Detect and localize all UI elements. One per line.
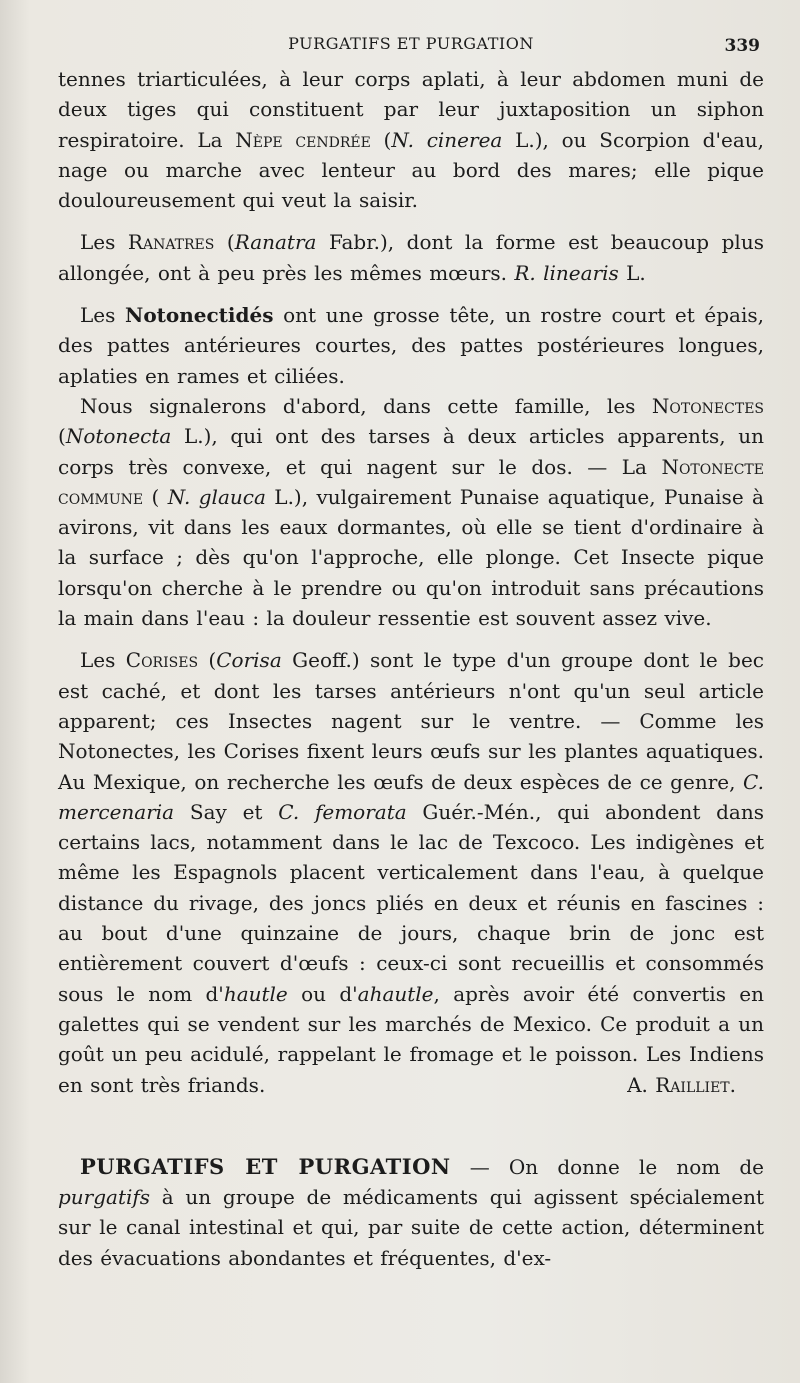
page-number: 339	[724, 36, 760, 56]
term-ahautle: ahautle	[357, 981, 434, 1006]
text: Les	[80, 230, 128, 255]
species-name: N. cinerea	[391, 127, 503, 152]
text: L.), qui ont des tarses à deux articles apparents, un corps très convexe, et qui nagent sur le dos. — La	[58, 424, 764, 479]
genus-name: Corisa	[216, 648, 282, 673]
text: L.), ou Scorpion d'eau, nage ou marche avec lenteur au bord des mares; elle pique douloureusement qui veut la saisir.	[58, 127, 764, 213]
text: (	[143, 484, 168, 509]
text: (	[58, 424, 66, 449]
term-purgatifs: purgatifs	[58, 1185, 151, 1210]
text: ou d'	[287, 981, 358, 1006]
text: Les	[80, 648, 126, 673]
species-name: C. femorata	[278, 799, 407, 824]
text: à un groupe de médicaments qui agissent spécialement sur le canal intestinal et qui, par suite de cette action, déterminent des évacuations abondantes et fréquentes, d'ex-	[58, 1185, 764, 1270]
text: tennes triarticulées, à leur corps aplati, à leur abdomen muni de deux tiges qui constituent par leur juxtaposition un siphon respiratoire. La	[58, 67, 764, 152]
term-nepe-cendree: Nèpe cendrée	[235, 127, 371, 152]
text: Fabr.), dont la forme est beaucoup plus allongée, ont à peu près les mêmes mœurs.	[58, 230, 764, 285]
term-hautle: hautle	[223, 981, 288, 1006]
article-body	[58, 64, 764, 1273]
text: Les	[80, 303, 126, 328]
term-notonectes: Notonectes	[651, 393, 764, 418]
term-notonectides: Notonectidés	[125, 303, 274, 328]
text: Geoff.) sont le type d'un groupe dont le bec est caché, et dont les tarses antérieurs n'ont qu'un seul article apparent; ces Insectes nagent sur le ventre. — Comme les Notonectes, les Corises fixent leurs œufs sur les plantes aquatiques. Au Mexique, on recherche les œufs de deux espèces de ce genre,	[58, 648, 764, 794]
term-corises: Corises	[125, 648, 199, 673]
text: (	[214, 230, 235, 255]
running-title: PURGATIFS ET PURGATION	[288, 34, 534, 53]
text: Nous signalerons d'abord, dans cette famille, les	[80, 393, 652, 418]
text: L.), vulgairement Punaise aquatique, Punaise à avirons, vit dans les eaux dormantes, où elle se tient d'ordinaire à la surface ; dès qu'on l'approche, elle plonge. Cet Insecte pique lorsqu'on cherche à le prendre ou qu'on introduit sans précautions la main dans l'eau : la douleur ressentie est souvent assez vive.	[58, 484, 764, 631]
term-notonecte-commune: Notonecte commune	[58, 454, 764, 509]
paragraph-purgatifs	[58, 1152, 764, 1273]
text: ont une grosse tête, un rostre court et épais, des pattes antérieures courtes, des pattes postérieures longues, aplaties en rames et ciliées.	[58, 303, 764, 388]
running-head	[58, 34, 764, 58]
text: — On donne le nom de	[450, 1154, 764, 1179]
text: Say et	[174, 799, 279, 824]
species-name: C. mercenaria	[58, 769, 764, 824]
genus-name: Notonecta	[65, 424, 172, 449]
term-ranatres: Ranatres	[127, 230, 215, 255]
text: (	[370, 127, 392, 152]
text: Guér.-Mén., qui abondent dans certains lacs, notamment dans le lac de Texcoco. Les indigènes et même les Espagnols placent verticalement dans l'eau, à quelque distance du rivage, des joncs pliés en deux et réunis en fascines : au bout d'une quinzaine de jours, chaque brin de jonc est entièrement couvert d'œufs : ceux-ci sont recueillis et consommés sous le nom d'	[58, 799, 765, 1006]
genus-name: Ranatra	[234, 230, 317, 255]
entry-heading: PURGATIFS ET PURGATION	[80, 1153, 451, 1179]
paragraph-corises	[58, 645, 764, 1099]
text: L.	[618, 260, 646, 285]
paragraph-ranatres	[58, 227, 764, 288]
species-name: N. glauca	[167, 484, 266, 509]
author-signature: A. Railliet.	[627, 1072, 736, 1097]
paragraph-notonectides	[58, 300, 764, 391]
text: (	[198, 648, 217, 673]
text: , après avoir été convertis en galettes qui se vendent sur les marchés de Mexico. Ce produit a un goût un peu acidulé, rappelant le fromage et le poisson. Les Indiens en sont très friands.	[58, 981, 764, 1097]
species-name: R. linearis	[514, 260, 619, 285]
paragraph-notonectes	[58, 391, 764, 633]
paragraph-nepe	[58, 64, 764, 215]
